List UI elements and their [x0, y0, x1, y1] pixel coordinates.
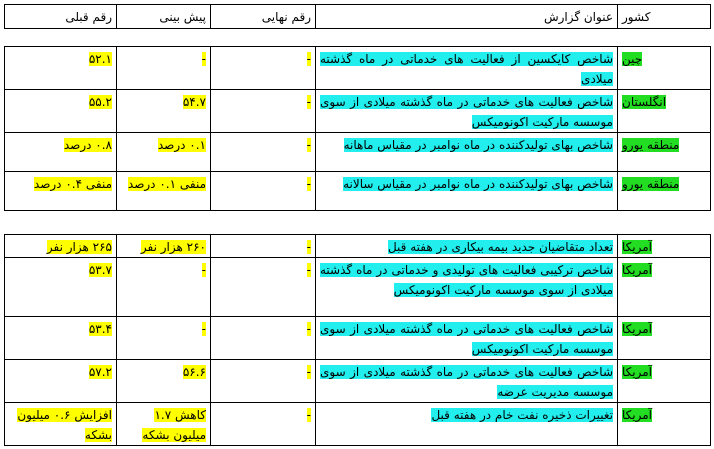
report-title-cell-text: شاخص بهای تولیدکننده در ماه نوامبر در مقیاس ماهانه [343, 138, 613, 152]
report-table-group-1 [4, 46, 711, 211]
forecast-cell-text: ۰.۱ درصد [157, 138, 206, 152]
report-title-cell [316, 90, 618, 133]
country-cell [618, 133, 711, 172]
report-title-cell-text: تغییرات ذخیره نفت خام در هفته قبل [431, 408, 613, 422]
final-value-cell-text: - [306, 52, 311, 66]
report-title-cell [316, 47, 618, 90]
forecast-cell-text: - [201, 322, 206, 336]
forecast-cell-text: ۲۶۰ هزار نفر [140, 240, 206, 254]
forecast-cell [117, 360, 211, 403]
previous-value-cell [5, 403, 117, 446]
final-value-cell [211, 47, 316, 90]
previous-value-cell-text: ۲۶۵ هزار نفر [46, 240, 112, 254]
country-cell [618, 317, 711, 360]
forecast-cell-text: کاهش ۱.۷ میلیون بشکه [142, 408, 206, 442]
country-cell-text: انگلستان [622, 95, 667, 109]
header-final: رقم نهایی [211, 5, 316, 29]
country-cell-text: منطقه یورو [622, 177, 680, 191]
header-row [5, 5, 711, 29]
table-row [5, 317, 711, 360]
forecast-cell [117, 403, 211, 446]
country-cell [618, 90, 711, 133]
report-title-cell-text: شاخص فعالیت های خدماتی در ماه گذشته میلادی از سوی موسسه مارکیت اکونومیکس [320, 95, 613, 129]
previous-value-cell-text: ۰.۸ درصد [63, 138, 112, 152]
forecast-cell [117, 47, 211, 90]
final-value-cell-text: - [306, 95, 311, 109]
final-value-cell-text: - [306, 263, 311, 277]
country-cell-text: آمریکا [622, 322, 653, 336]
report-title-cell [316, 172, 618, 211]
report-title-cell [316, 317, 618, 360]
final-value-cell-text: - [306, 365, 311, 379]
header-forecast: پیش بینی [117, 5, 211, 29]
table-row [5, 360, 711, 403]
country-cell-text: آمریکا [622, 408, 653, 422]
country-cell-text: آمریکا [622, 240, 653, 254]
country-cell [618, 403, 711, 446]
table-row [5, 403, 711, 446]
country-cell [618, 47, 711, 90]
header-table [4, 4, 711, 29]
forecast-cell-text: ۵۶.۶ [182, 365, 206, 379]
previous-value-cell-text: منفی ۰.۴ درصد [33, 177, 112, 191]
previous-value-cell [5, 47, 117, 90]
report-title-cell [316, 235, 618, 258]
forecast-cell [117, 235, 211, 258]
country-cell-text: آمریکا [622, 365, 653, 379]
table-row [5, 133, 711, 172]
report-title-cell-text: شاخص فعالیت های خدماتی در ماه گذشته میلادی از سوی موسسه مارکیت اکونومیکس [320, 322, 613, 356]
previous-value-cell-text: ۵۲.۱ [88, 52, 112, 66]
country-cell [618, 172, 711, 211]
previous-value-cell [5, 133, 117, 172]
previous-value-cell [5, 317, 117, 360]
previous-value-cell [5, 258, 117, 317]
final-value-cell [211, 172, 316, 211]
forecast-cell-text: منفی ۰.۱ درصد [127, 177, 206, 191]
previous-value-cell-text: ۵۷.۲ [88, 365, 112, 379]
previous-value-cell [5, 360, 117, 403]
report-title-cell [316, 403, 618, 446]
previous-value-cell-text: ۵۳.۷ [88, 263, 112, 277]
forecast-cell-text: - [201, 263, 206, 277]
forecast-cell [117, 90, 211, 133]
table-row [5, 47, 711, 90]
report-title-cell-text: شاخص ترکیبی فعالیت های تولیدی و خدماتی در ماه گذشته میلادی از سوی موسسه مارکیت اکونومیکس [320, 263, 613, 297]
forecast-cell [117, 258, 211, 317]
country-cell-text: آمریکا [622, 263, 653, 277]
final-value-cell [211, 317, 316, 360]
previous-value-cell [5, 235, 117, 258]
table-row [5, 172, 711, 211]
country-cell-text: چین [622, 52, 643, 66]
forecast-cell [117, 172, 211, 211]
country-cell [618, 360, 711, 403]
header-country: کشور [618, 5, 711, 29]
previous-value-cell [5, 172, 117, 211]
table-row [5, 90, 711, 133]
country-cell-text: منطقه یورو [622, 138, 680, 152]
forecast-cell-text: - [201, 52, 206, 66]
final-value-cell-text: - [306, 240, 311, 254]
final-value-cell-text: - [306, 408, 311, 422]
report-title-cell [316, 258, 618, 317]
final-value-cell-text: - [306, 322, 311, 336]
final-value-cell [211, 258, 316, 317]
header-previous: رقم قبلی [5, 5, 117, 29]
previous-value-cell-text: ۵۵.۲ [88, 95, 112, 109]
report-title-cell [316, 360, 618, 403]
country-cell [618, 235, 711, 258]
previous-value-cell [5, 90, 117, 133]
country-cell [618, 258, 711, 317]
previous-value-cell-text: ۵۳.۴ [88, 322, 112, 336]
forecast-cell [117, 133, 211, 172]
previous-value-cell-text: افزایش ۰.۶ میلیون بشکه [17, 408, 112, 442]
final-value-cell [211, 133, 316, 172]
report-title-cell [316, 133, 618, 172]
final-value-cell [211, 90, 316, 133]
table-row [5, 235, 711, 258]
report-title-cell-text: شاخص کایکسین از فعالیت های خدماتی در ماه گذشته میلادی [320, 52, 613, 86]
final-value-cell [211, 235, 316, 258]
header-report-title: عنوان گزارش [316, 5, 618, 29]
final-value-cell [211, 360, 316, 403]
report-title-cell-text: شاخص بهای تولیدکننده در ماه نوامبر در مقیاس سالانه [343, 177, 613, 191]
table-row [5, 258, 711, 317]
forecast-cell-text: ۵۴.۷ [182, 95, 206, 109]
final-value-cell-text: - [306, 177, 311, 191]
report-title-cell-text: شاخص فعالیت های خدماتی در ماه گذشته میلادی از سوی موسسه مدیریت عرضه [320, 365, 613, 399]
report-table-group-2 [4, 234, 711, 446]
report-title-cell-text: تعداد متقاضیان جدید بیمه بیکاری در هفته قبل [387, 240, 613, 254]
final-value-cell [211, 403, 316, 446]
final-value-cell-text: - [306, 138, 311, 152]
forecast-cell [117, 317, 211, 360]
